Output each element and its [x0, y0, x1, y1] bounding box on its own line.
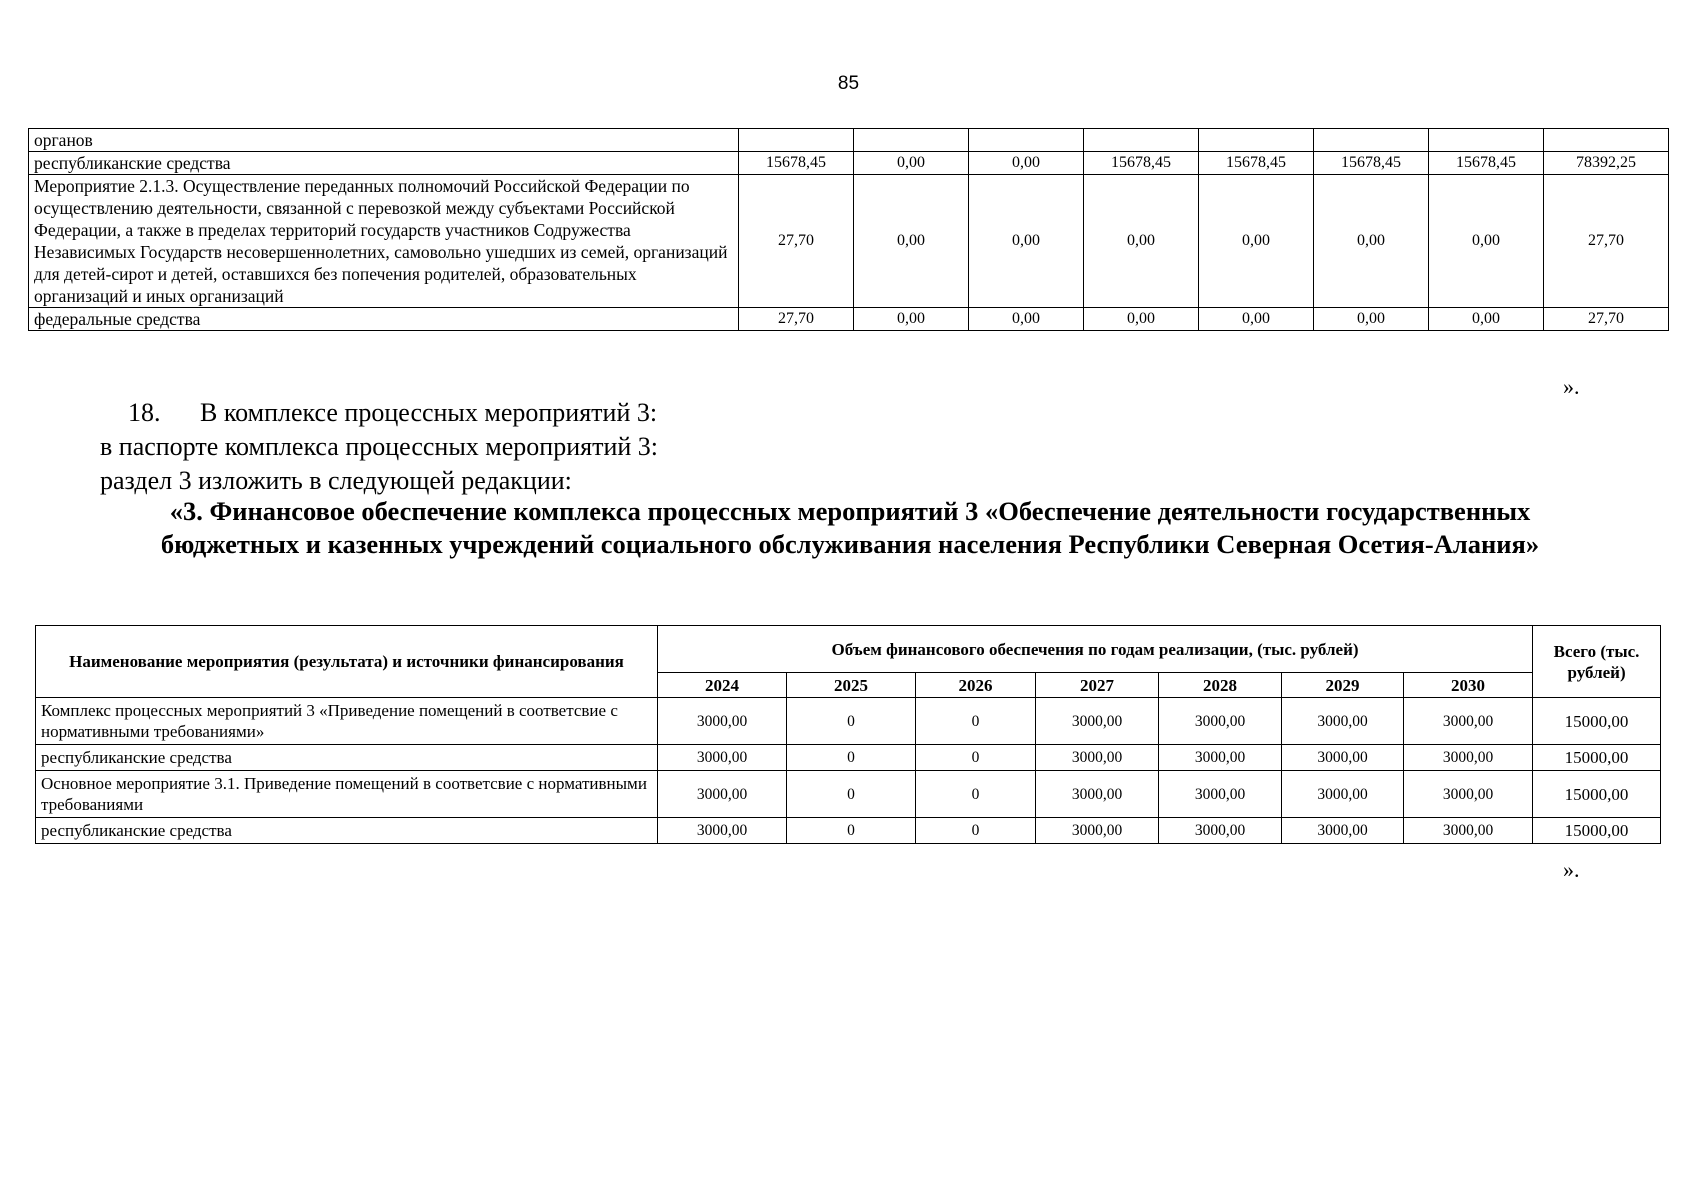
closing-quote: ».: [1563, 857, 1580, 882]
cell-value: 3000,00: [658, 745, 787, 771]
cell-value: 3000,00: [1036, 745, 1159, 771]
closing-quote: ».: [1563, 374, 1580, 399]
cell-value: 0,00: [1084, 175, 1199, 308]
page-number: 85: [837, 73, 860, 94]
table-row: [36, 771, 1661, 818]
cell-value: [1314, 129, 1429, 152]
table-row: [36, 745, 1661, 771]
cell-value: 0,00: [1314, 175, 1429, 308]
table-row: [36, 818, 1661, 844]
cell-value: 0: [787, 745, 916, 771]
cell-value: 0: [916, 771, 1036, 818]
cell-value: 0,00: [1199, 175, 1314, 308]
cell-value: [854, 129, 969, 152]
table-row: [36, 698, 1661, 745]
cell-value: 15678,45: [739, 152, 854, 175]
cell-value: 15678,45: [1084, 152, 1199, 175]
cell-value: [1199, 129, 1314, 152]
row-name: республиканские средства: [36, 818, 658, 844]
row-name: республиканские средства: [36, 745, 658, 771]
cell-total: 15000,00: [1533, 818, 1661, 844]
year-header: 2029: [1282, 673, 1404, 698]
cell-value: 0,00: [854, 152, 969, 175]
cell-value: 0,00: [854, 308, 969, 331]
cell-value: 15678,45: [1314, 152, 1429, 175]
cell-value: 27,70: [739, 308, 854, 331]
cell-value: 3000,00: [658, 818, 787, 844]
cell-value: 3000,00: [1404, 698, 1533, 745]
cell-value: 3000,00: [1036, 771, 1159, 818]
year-header: 2024: [658, 673, 787, 698]
cell-value: 3000,00: [1404, 745, 1533, 771]
cell-value: 78392,25: [1544, 152, 1669, 175]
table-row: [29, 129, 1669, 152]
cell-value: [739, 129, 854, 152]
paragraph-18: [128, 396, 657, 429]
paragraph-text: В комплексе процессных мероприятий 3:: [200, 398, 658, 427]
cell-value: [1544, 129, 1669, 152]
cell-value: 0,00: [969, 152, 1084, 175]
header-volume: Объем финансового обеспечения по годам реализации, (тыс. рублей): [658, 626, 1533, 673]
cell-value: 3000,00: [1159, 745, 1282, 771]
cell-value: 3000,00: [1404, 818, 1533, 844]
cell-value: 3000,00: [1282, 698, 1404, 745]
financing-table-continued: [28, 128, 1669, 331]
cell-value: 3000,00: [1282, 771, 1404, 818]
cell-value: 0: [787, 818, 916, 844]
cell-value: 3000,00: [658, 771, 787, 818]
cell-value: [1429, 129, 1544, 152]
cell-value: 0: [787, 698, 916, 745]
cell-value: 27,70: [1544, 308, 1669, 331]
cell-value: 15678,45: [1199, 152, 1314, 175]
year-header: 2027: [1036, 673, 1159, 698]
year-header: 2030: [1404, 673, 1533, 698]
cell-value: 0,00: [1429, 175, 1544, 308]
cell-value: 3000,00: [1159, 771, 1282, 818]
header-total: Всего (тыс. рублей): [1533, 626, 1661, 698]
cell-value: 3000,00: [1282, 818, 1404, 844]
cell-value: [969, 129, 1084, 152]
cell-value: 0,00: [969, 175, 1084, 308]
cell-value: 0,00: [854, 175, 969, 308]
cell-value: 27,70: [1544, 175, 1669, 308]
cell-value: 0,00: [1199, 308, 1314, 331]
paragraph-text: в паспорте комплекса процессных мероприятий 3:: [100, 432, 658, 461]
row-name: Мероприятие 2.1.3. Осуществление переданных полномочий Российской Федерации по осуществлению деятельности, связанной с перевозкой между субъектами Российской Федерации, а также в пределах территорий государств участников Содружества Независимых Государств несовершеннолетних, самовольно ушедших из семей, организаций для детей-сирот и детей, оставшихся без попечения родителей, образовательных организаций и иных организаций: [29, 175, 739, 308]
cell-value: 0: [916, 818, 1036, 844]
cell-value: 15678,45: [1429, 152, 1544, 175]
paragraph-number: 18.: [128, 398, 161, 427]
cell-value: 3000,00: [1159, 818, 1282, 844]
row-name: Основное мероприятие 3.1. Приведение помещений в соответсвие с нормативными требованиями: [36, 771, 658, 818]
cell-value: 0: [787, 771, 916, 818]
cell-value: 0,00: [1314, 308, 1429, 331]
cell-value: 3000,00: [1404, 771, 1533, 818]
cell-value: 3000,00: [1036, 698, 1159, 745]
cell-total: 15000,00: [1533, 745, 1661, 771]
cell-value: 0: [916, 698, 1036, 745]
cell-value: 3000,00: [1282, 745, 1404, 771]
cell-value: 0: [916, 745, 1036, 771]
row-name: федеральные средства: [29, 308, 739, 331]
section-title: «3. Финансовое обеспечение комплекса процессных мероприятий 3 «Обеспечение деятельности государственных бюджетных и казенных учреждений социального обслуживания населения Республики Северная Осетия-Алания»: [160, 496, 1540, 559]
table-row: [29, 175, 1669, 308]
cell-value: 0,00: [1084, 308, 1199, 331]
cell-value: 0,00: [1429, 308, 1544, 331]
row-name: республиканские средства: [29, 152, 739, 175]
year-header: 2025: [787, 673, 916, 698]
cell-value: 3000,00: [1036, 818, 1159, 844]
table-row: [29, 152, 1669, 175]
cell-value: 27,70: [739, 175, 854, 308]
cell-value: 3000,00: [658, 698, 787, 745]
row-name: органов: [29, 129, 739, 152]
paragraph-text: раздел 3 изложить в следующей редакции:: [100, 466, 572, 495]
cell-value: [1084, 129, 1199, 152]
cell-total: 15000,00: [1533, 771, 1661, 818]
header-row: [36, 626, 1661, 673]
table-row: [29, 308, 1669, 331]
financing-table: [35, 625, 1661, 844]
cell-value: 3000,00: [1159, 698, 1282, 745]
year-header: 2026: [916, 673, 1036, 698]
cell-value: 0,00: [969, 308, 1084, 331]
header-name: Наименование мероприятия (результата) и источники финансирования: [36, 626, 658, 698]
row-name: Комплекс процессных мероприятий 3 «Приведение помещений в соответсвие с нормативными требованиями»: [36, 698, 658, 745]
cell-total: 15000,00: [1533, 698, 1661, 745]
year-header: 2028: [1159, 673, 1282, 698]
